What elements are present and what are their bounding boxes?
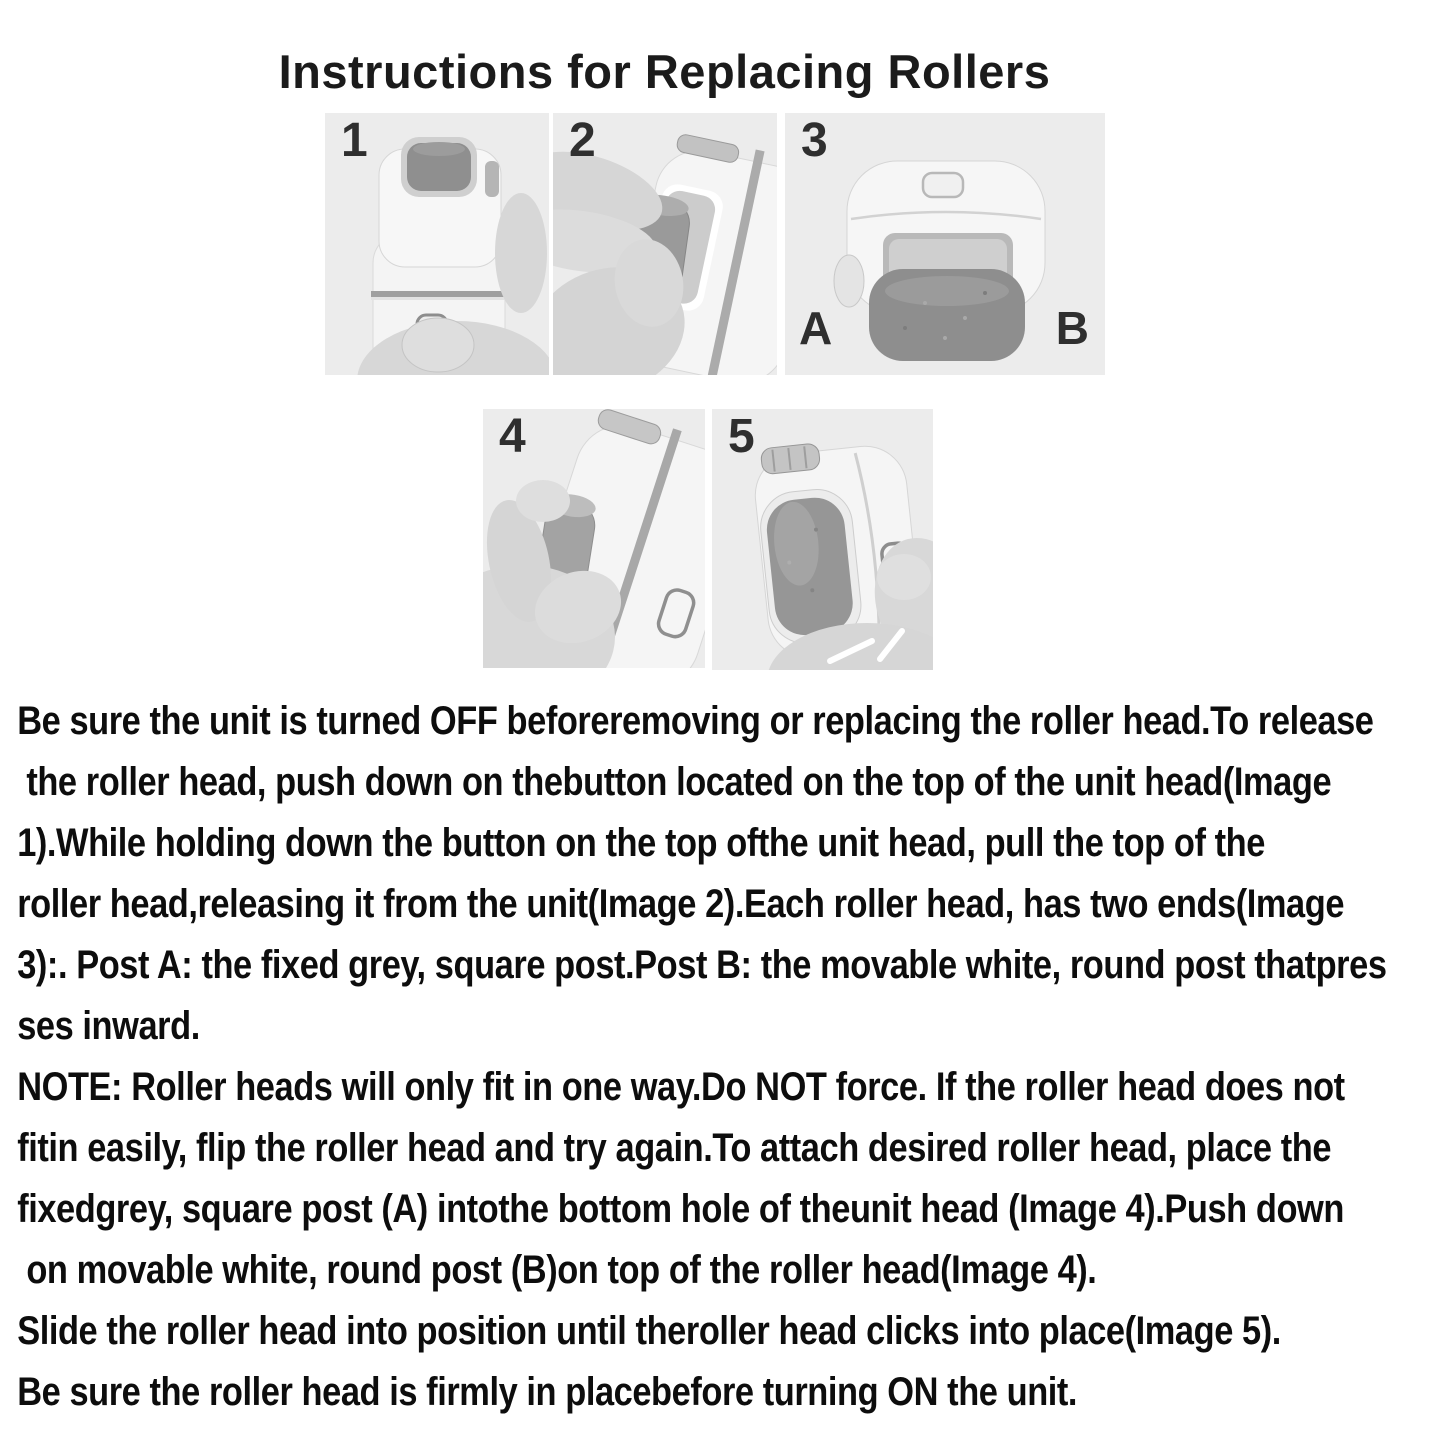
figure-panel-1	[325, 113, 549, 375]
figure-number-4: 4	[499, 410, 526, 463]
body-line: on movable white, round post (B)on top of the roller head(Image 4).	[17, 1248, 1097, 1292]
body-line: ses inward.	[17, 1004, 200, 1048]
post-b-label: B	[1055, 302, 1089, 354]
figure-panel-2	[553, 113, 777, 375]
figure-panel-5	[712, 409, 933, 670]
body-line: 1).While holding down the button on the top ofthe unit head, pull the top of the	[17, 821, 1265, 865]
body-line: Be sure the unit is turned OFF beforeremoving or replacing the roller head.To release	[17, 699, 1374, 743]
page-title: Instructions for Replacing Rollers	[278, 45, 1051, 98]
body-line: the roller head, push down on thebutton located on the top of the unit head(Image	[17, 760, 1332, 804]
figure-number-3: 3	[801, 114, 828, 167]
figure-number-5: 5	[728, 410, 755, 463]
body-line: fitin easily, flip the roller head and try again.To attach desired roller head, place the	[17, 1126, 1332, 1170]
body-line: Be sure the roller head is firmly in placebefore turning ON the unit.	[17, 1370, 1078, 1414]
body-line: fixedgrey, square post (A) intothe bottom hole of theunit head (Image 4).Push down	[17, 1187, 1344, 1231]
body-line: 3):. Post A: the fixed grey, square post.Post B: the movable white, round post thatpres	[17, 943, 1387, 987]
figure-number-2: 2	[569, 114, 596, 167]
body-line: NOTE: Roller heads will only fit in one way.Do NOT force. If the roller head does not	[17, 1065, 1345, 1109]
body-line: Slide the roller head into position until theroller head clicks into place(Image 5).	[17, 1309, 1281, 1353]
figure-number-1: 1	[341, 114, 368, 167]
body-line: roller head,releasing it from the unit(Image 2).Each roller head, has two ends(Image	[17, 882, 1345, 926]
instruction-text	[0, 691, 1445, 1423]
figure-panel-4	[483, 409, 705, 668]
post-a-label: A	[799, 302, 833, 354]
figure-panel-3	[785, 113, 1105, 375]
